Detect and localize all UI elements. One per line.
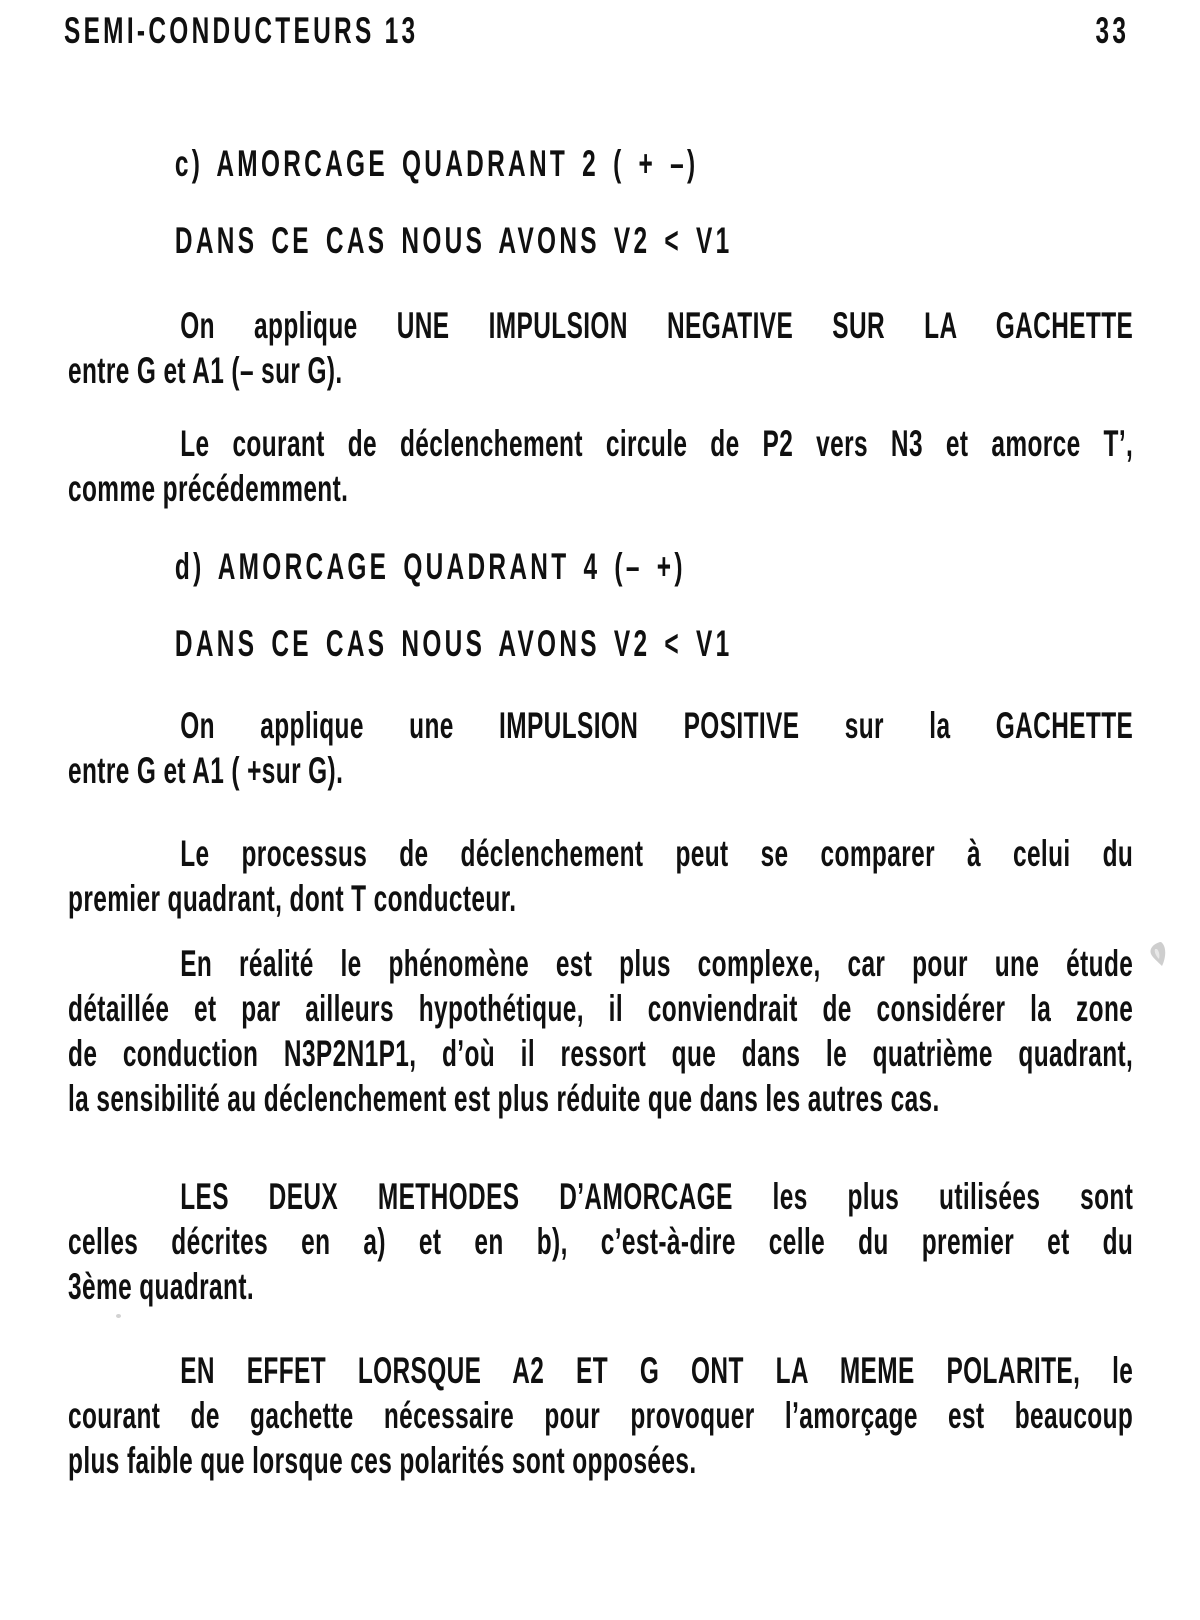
text-line: On applique une IMPULSION POSITIVE sur la GACHETTE (180, 705, 1134, 746)
page-header (64, 8, 1129, 53)
text-line: plus faible que lorsque ces polarités sont opposées. (68, 1440, 697, 1481)
scan-smudge-artifact (1143, 941, 1169, 967)
paragraph (68, 831, 1133, 921)
text-line: de conduction N3P2N1P1, d’où il ressort que dans le quatrième quadrant, (68, 1033, 1134, 1074)
text-line: comme précédemment. (68, 468, 349, 509)
paragraph (68, 1348, 1133, 1483)
text-line: entre G et A1 (– sur G). (68, 350, 343, 391)
text-line: LES DEUX METHODES D’AMORCAGE les plus utilisées sont (180, 1176, 1134, 1217)
text-line: Le processus de déclenchement peut se comparer à celui du (180, 833, 1134, 874)
paragraph (68, 1174, 1133, 1309)
section-heading: DANS CE CAS NOUS AVONS V2 < V1 (174, 220, 733, 261)
paragraph (68, 303, 1133, 393)
paragraph (68, 421, 1133, 511)
scan-speck-artifact (116, 1314, 121, 1318)
paragraph (68, 941, 1133, 1121)
text-line: 3ème quadrant. (68, 1266, 255, 1307)
text-line: Le courant de déclenchement circule de P2 vers N3 et amorce T’, (180, 423, 1134, 464)
text-line: En réalité le phénomène est plus complexe, car pour une étude (180, 943, 1134, 984)
text-line: premier quadrant, dont T conducteur. (68, 878, 517, 919)
text-line: On applique UNE IMPULSION NEGATIVE SUR LA GACHETTE (180, 305, 1134, 346)
section-heading: DANS CE CAS NOUS AVONS V2 < V1 (174, 623, 733, 664)
text-line: la sensibilité au déclenchement est plus réduite que dans les autres cas. (68, 1078, 940, 1119)
text-line: entre G et A1 ( +sur G). (68, 750, 344, 791)
text-line: EN EFFET LORSQUE A2 ET G ONT LA MEME POLARITE, le (180, 1350, 1134, 1391)
text-line: détaillée et par ailleurs hypothétique, il conviendrait de considérer la zone (68, 988, 1134, 1029)
section-heading: c) AMORCAGE QUADRANT 2 ( + –) (174, 143, 699, 184)
section-heading: d) AMORCAGE QUADRANT 4 (– +) (174, 546, 686, 587)
text-line: courant de gachette nécessaire pour provoquer l’amorçage est beaucoup (68, 1395, 1134, 1436)
paragraph (68, 703, 1133, 793)
document-title: SEMI-CONDUCTEURS 13 (64, 10, 419, 51)
text-line: celles décrites en a) et en b), c’est-à-dire celle du premier et du (68, 1221, 1134, 1262)
page-number: 33 (1095, 10, 1130, 51)
